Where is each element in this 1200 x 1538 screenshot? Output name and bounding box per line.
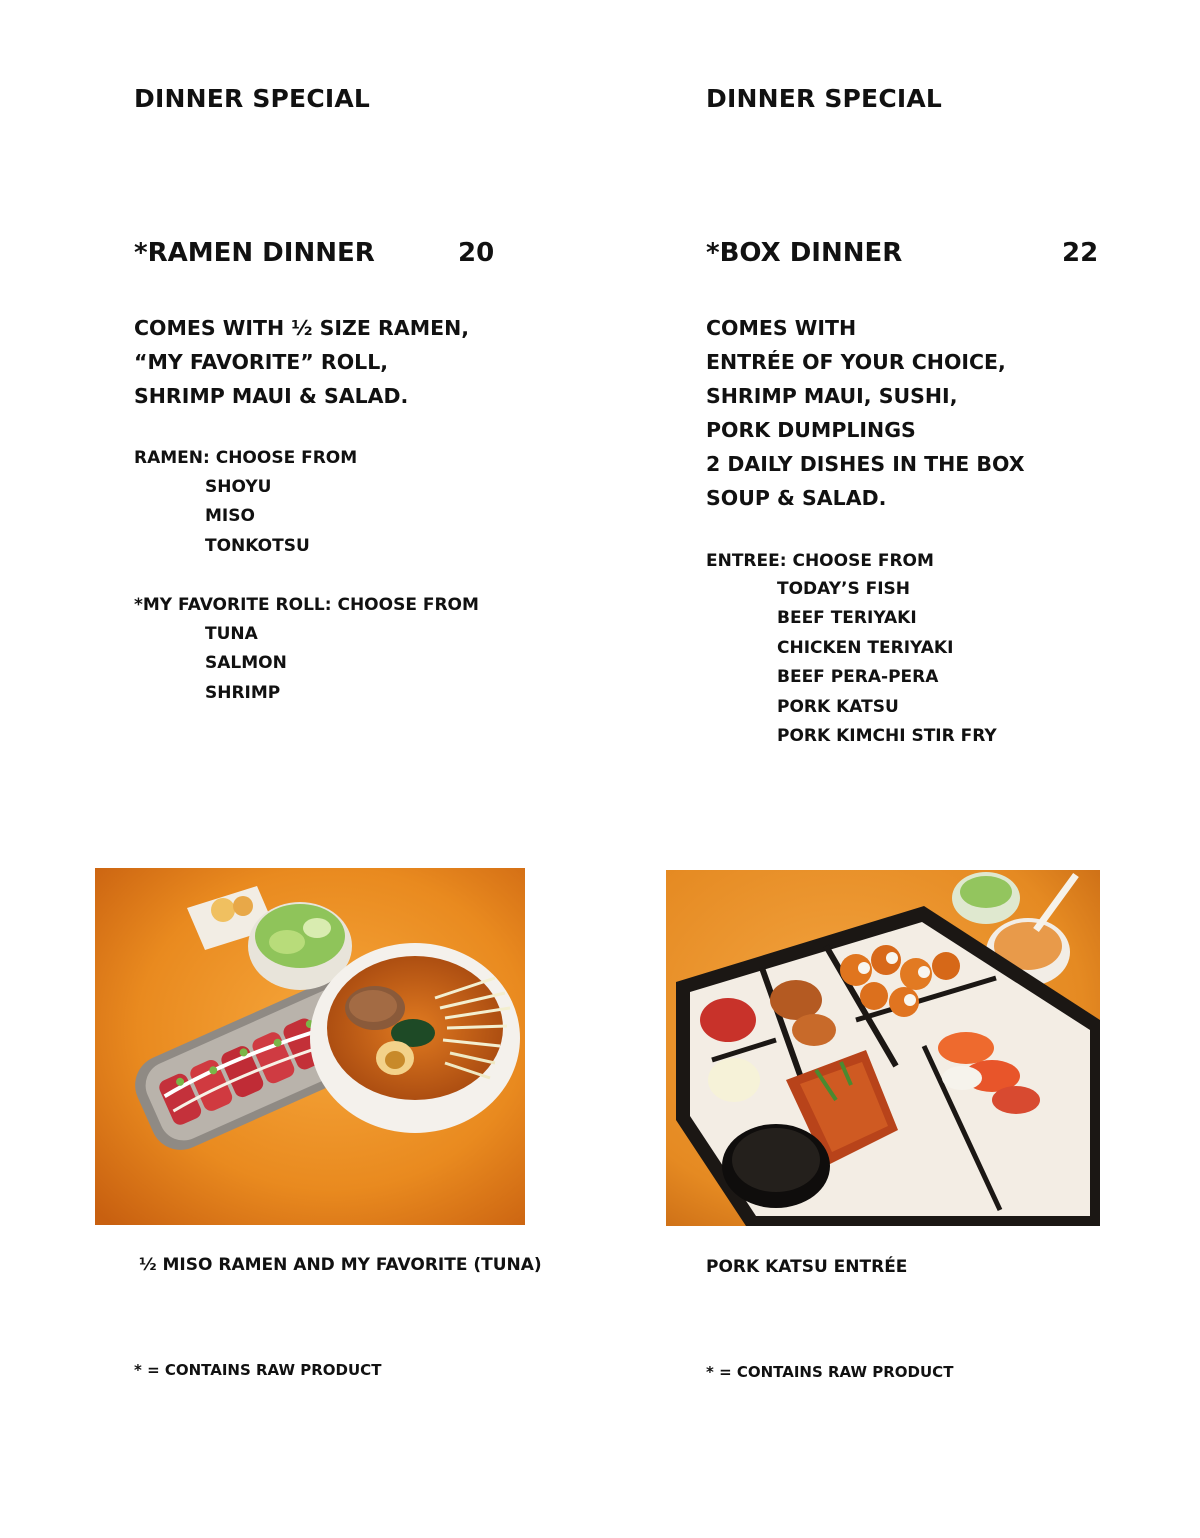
list-item: SHOYU <box>205 477 272 497</box>
ramen-options-list <box>205 473 310 561</box>
section-title: DINNER SPECIAL <box>706 84 943 113</box>
photo-caption: ½ MISO RAMEN AND MY FAVORITE (TUNA) <box>139 1255 542 1275</box>
ramen-dinner-photo <box>95 868 525 1225</box>
dish-price: 22 <box>1062 238 1099 268</box>
list-item: SHRIMP <box>205 682 281 703</box>
list-item: PORK KIMCHI STIR FRY <box>777 725 997 746</box>
dish-description <box>706 311 1025 515</box>
dish-description <box>134 311 469 413</box>
list-item: TUNA <box>205 624 258 644</box>
description-line: COMES WITH <box>706 316 857 340</box>
list-item: BEEF TERIYAKI <box>777 608 917 629</box>
list-item: TONKOTSU <box>205 535 310 556</box>
section-title: DINNER SPECIAL <box>134 84 371 113</box>
photo-caption: PORK KATSU ENTRÉE <box>706 1257 908 1277</box>
list-item: TODAY’S FISH <box>777 579 911 599</box>
roll-options-list <box>205 620 287 708</box>
description-line: “MY FAVORITE” ROLL, <box>134 350 389 374</box>
list-item: CHICKEN TERIYAKI <box>777 637 954 658</box>
dish-title: *RAMEN DINNER <box>134 238 375 268</box>
description-line: COMES WITH ½ SIZE RAMEN, <box>134 316 470 340</box>
dish-title: *BOX DINNER <box>706 238 903 268</box>
entree-choice-heading: ENTREE: CHOOSE FROM <box>706 551 934 571</box>
ramen-dinner-column <box>134 0 634 1538</box>
dish-price: 20 <box>458 238 495 268</box>
list-item: PORK KATSU <box>777 696 899 717</box>
entree-options-list <box>777 575 997 751</box>
box-dinner-column <box>706 0 1126 1538</box>
list-item: SALMON <box>205 653 287 674</box>
raw-product-footnote: * = CONTAINS RAW PRODUCT <box>134 1361 382 1379</box>
raw-product-footnote: * = CONTAINS RAW PRODUCT <box>706 1363 954 1381</box>
description-line: ENTRÉE OF YOUR CHOICE, <box>706 350 1006 374</box>
description-line: SHRIMP MAUI, SUSHI, <box>706 384 958 408</box>
description-line: PORK DUMPLINGS <box>706 418 916 442</box>
description-line: SOUP & SALAD. <box>706 486 887 510</box>
list-item: BEEF PERA-PERA <box>777 667 939 688</box>
description-line: SHRIMP MAUI & SALAD. <box>134 384 409 408</box>
list-item: MISO <box>205 506 255 527</box>
roll-choice-heading: *MY FAVORITE ROLL: CHOOSE FROM <box>134 595 479 615</box>
ramen-choice-heading: RAMEN: CHOOSE FROM <box>134 448 358 468</box>
box-dinner-photo <box>666 870 1100 1226</box>
description-line: 2 DAILY DISHES IN THE BOX <box>706 452 1025 476</box>
